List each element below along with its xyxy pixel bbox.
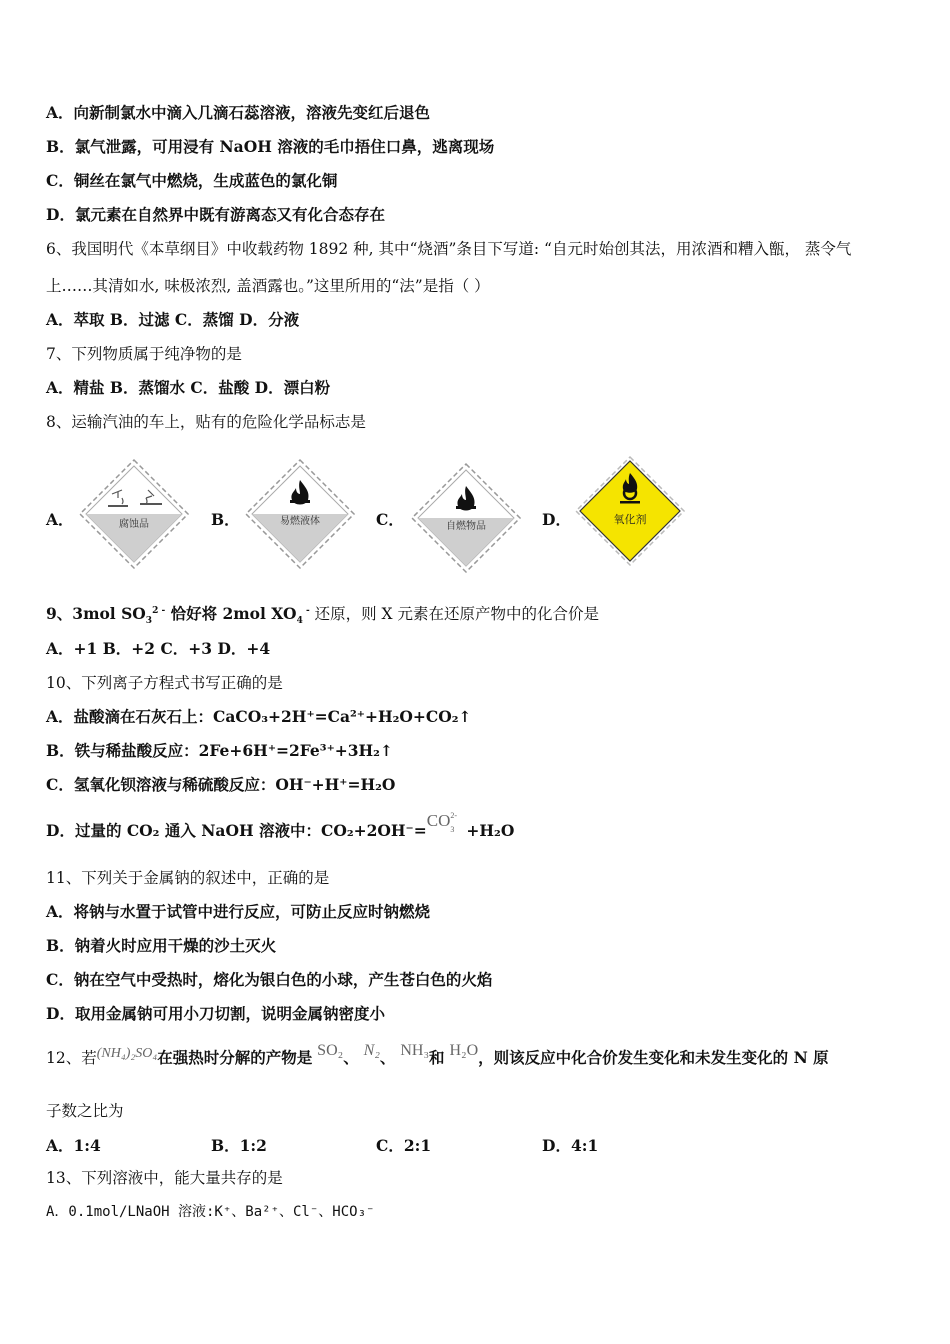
- q10-stem: 10、下列离子方程式书写正确的是: [46, 674, 283, 692]
- q5-option-b: B．氯气泄露，可用浸有 NaOH 溶液的毛巾捂住口鼻，逃离现场: [46, 137, 495, 156]
- sign-b-label: 易燃液体: [280, 516, 320, 527]
- q13-stem: 13、下列溶液中，能大量共存的是: [46, 1169, 283, 1187]
- sign-c-label: 自燃物品: [446, 521, 486, 532]
- q12-option-a: A．1:4: [46, 1136, 101, 1155]
- q6-stem-line1: 6、我国明代《本草纲目》中收载药物 1892 种, 其中“烧酒”条目下写道: “自元时始创其法，用浓酒和糟入甑， 蒸令气: [46, 240, 852, 258]
- sign-d-label: 氧化剂: [613, 513, 647, 526]
- q12-option-b: B．1:2: [211, 1136, 267, 1155]
- q8-label-c: C．: [376, 510, 404, 529]
- q8-label-a: A．: [46, 510, 74, 529]
- q9-stem: 9、3mol $SO_3^{2 -}$ 恰好将 2mol $XO_4$ - 还原，则 X 元素在还原产物中的化合价是: [46, 604, 600, 627]
- q12-stem-line1: 12、若(NH₄)₂SO₄在强热时分解的产物是 SO₂、 N₂、 NH₃和 H₂O，则该反应中化合价发生变化和未发生变化的 N 原: [46, 1042, 829, 1067]
- q11-option-b: B．钠着火时应用干燥的沙土灭火: [46, 936, 277, 955]
- q12-option-c: C．2:1: [376, 1136, 432, 1155]
- q10-option-c: C．氢氧化钡溶液与稀硫酸反应：OH⁻+H⁺=H₂O: [46, 775, 396, 794]
- sign-a-label: 腐蚀品: [119, 519, 149, 530]
- q8-stem: 8、运输汽油的车上，贴有的危险化学品标志是: [46, 413, 366, 431]
- q5-option-c: C．铜丝在氯气中燃烧，生成蓝色的氯化铜: [46, 171, 338, 190]
- q11-option-a: A．将钠与水置于试管中进行反应，可防止反应时钠燃烧: [46, 902, 431, 921]
- q11-stem: 11、下列关于金属钠的叙述中，正确的是: [46, 869, 330, 887]
- q10-option-a: A．盐酸滴在石灰石上：CaCO₃+2H⁺=Ca²⁺+H₂O+CO₂↑: [46, 707, 472, 726]
- q7-options: A．精盐 B．蒸馏水 C．盐酸 D．漂白粉: [46, 378, 331, 397]
- q10-option-d: D．过量的 CO₂ 通入 NaOH 溶液中：$CO_2+2OH^-=CO_3^{2-} +H_2O$: [46, 811, 515, 840]
- flammable-liquid-sign: [244, 458, 356, 570]
- q7-stem: 7、下列物质属于纯净物的是: [46, 345, 242, 363]
- oxidizer-sign: [574, 455, 686, 567]
- q6-stem-line2: 上……其清如水, 味极浓烈, 盖酒露也。”这里所用的“法”是指（ ）: [46, 277, 490, 295]
- q8-label-d: D．: [542, 510, 571, 529]
- q6-options: A．萃取 B．过滤 C．蒸馏 D．分液: [46, 310, 300, 329]
- q8-label-b: B．: [211, 510, 240, 529]
- q11-option-c: C．钠在空气中受热时，熔化为银白色的小球，产生苍白色的火焰: [46, 970, 493, 989]
- q5-option-a: A．向新制氯水中滴入几滴石蕊溶液，溶液先变红后退色: [46, 103, 431, 122]
- q12-stem-line2: 子数之比为: [46, 1102, 124, 1120]
- q11-option-d: D．取用金属钠可用小刀切割，说明金属钠密度小: [46, 1004, 385, 1023]
- ammonium-sulfate-formula: (NH₄)₂SO₄: [96, 1046, 158, 1061]
- q5-option-d: D．氯元素在自然界中既有游离态又有化合态存在: [46, 205, 385, 224]
- q12-option-d: D．4:1: [542, 1136, 599, 1155]
- corrosive-sign: [78, 458, 190, 570]
- q10-option-b: B．铁与稀盐酸反应：2Fe+6H⁺=2Fe³⁺+3H₂↑: [46, 741, 393, 760]
- q13-option-a: A．0.1mol/LNaOH 溶液:K⁺、Ba²⁺、Cl⁻、HCO₃⁻: [46, 1204, 375, 1220]
- q9-options: A．+1 B．+2 C．+3 D．+4: [46, 639, 271, 658]
- spontaneous-combustion-sign: [410, 462, 522, 574]
